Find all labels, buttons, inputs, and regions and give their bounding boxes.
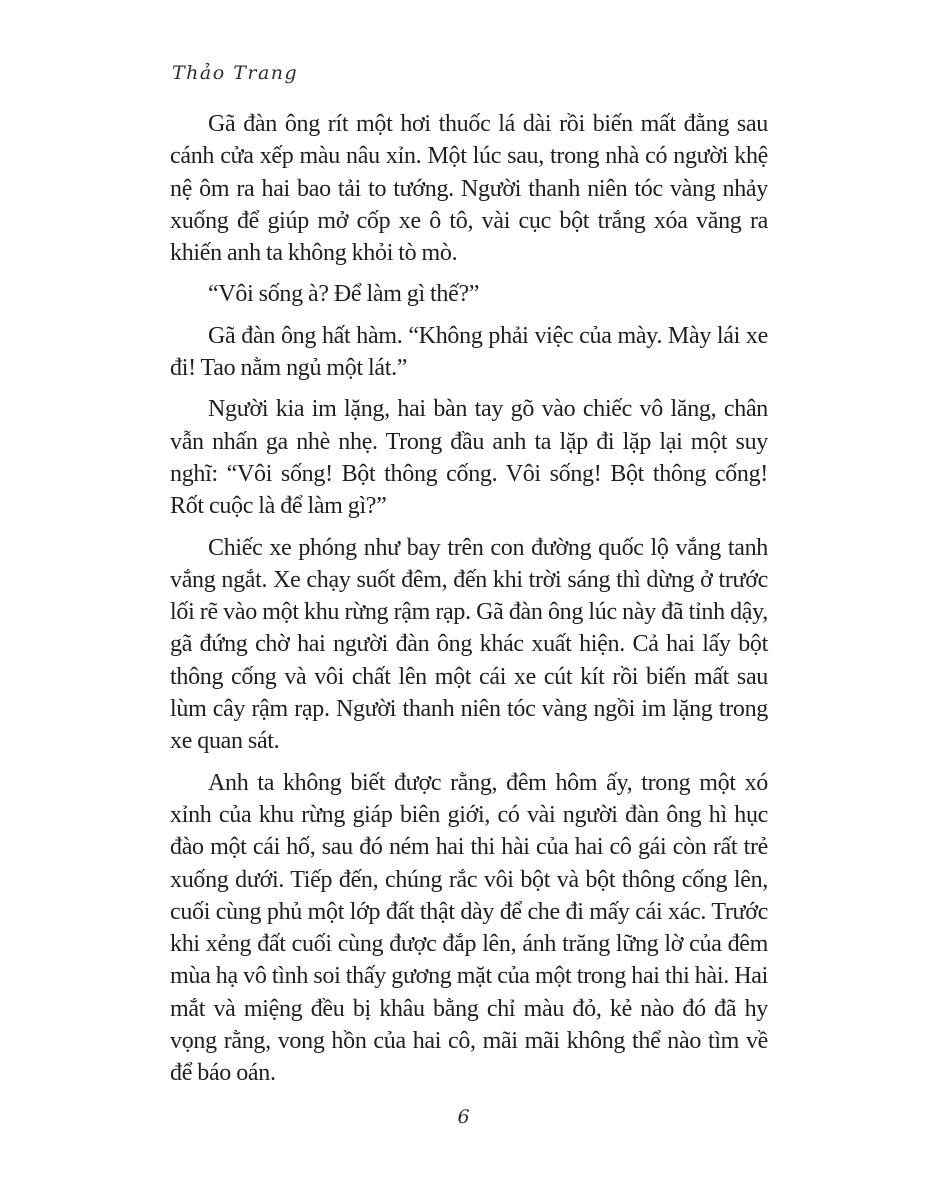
paragraph-dialogue: “Vôi sống à? Để làm gì thế?”	[208, 281, 480, 308]
paragraph-dialogue: Gã đàn ông hất hàm. “Không phải việc của mày. Mày lái xe đi! Tao nằm ngủ một lát.”	[170, 322, 768, 382]
page-number: 6	[457, 1106, 470, 1128]
running-header-author: Thảo Trang	[172, 62, 299, 84]
paragraph: Anh ta không biết được rằng, đêm hôm ấy, trong một xó xỉnh của khu rừng giáp biên giới, có vài người đàn ông hì hục đào một cái hố, sau đó ném hai thi hài của hai cô gái còn rất trẻ xuống dưới. Tiếp đến, chúng rắc vôi bột và bột thông cống lên, cuối cùng phủ một lớp đất thật dày để che đi mấy cái xác. Trước khi xẻng đất cuối cùng được đắp lên, ánh trăng lững lờ của đêm mùa hạ vô tình soi thấy gương mặt của một trong hai thi hài. Hai mắt và miệng đều bị khâu bằng chỉ màu đỏ, kẻ nào đó đã hy vọng rằng, vong hồn của hai cô, mãi mãi không thể nào tìm về để báo oán.	[170, 769, 768, 1087]
paragraph: Người kia im lặng, hai bàn tay gõ vào chiếc vô lăng, chân vẫn nhấn ga nhè nhẹ. Trong đầu anh ta lặp đi lặp lại một suy nghĩ: “Vôi sống! Bột thông cống. Vôi sống! Bột thông cống! Rốt cuộc là để làm gì?”	[170, 396, 768, 520]
paragraph: Chiếc xe phóng như bay trên con đường quốc lộ vắng tanh vắng ngắt. Xe chạy suốt đêm, đến khi trời sáng thì dừng ở trước lối rẽ vào một khu rừng rậm rạp. Gã đàn ông lúc này đã tỉnh dậy, gã đứng chờ hai người đàn ông khác xuất hiện. Cả hai lấy bột thông cống và vôi chất lên một cái xe cút kít rồi biến mất sau lùm cây rậm rạp. Người thanh niên tóc vàng ngồi im lặng trong xe quan sát.	[170, 534, 768, 755]
paragraph: Gã đàn ông rít một hơi thuốc lá dài rồi biến mất đằng sau cánh cửa xếp màu nâu xỉn. Một lúc sau, trong nhà có người khệ nệ ôm ra hai bao tải to tướng. Người thanh niên tóc vàng nhảy xuống để giúp mở cốp xe ô tô, vài cục bột trắng xóa văng ra khiến anh ta không khỏi tò mò.	[170, 111, 768, 267]
body-text	[170, 108, 768, 1090]
